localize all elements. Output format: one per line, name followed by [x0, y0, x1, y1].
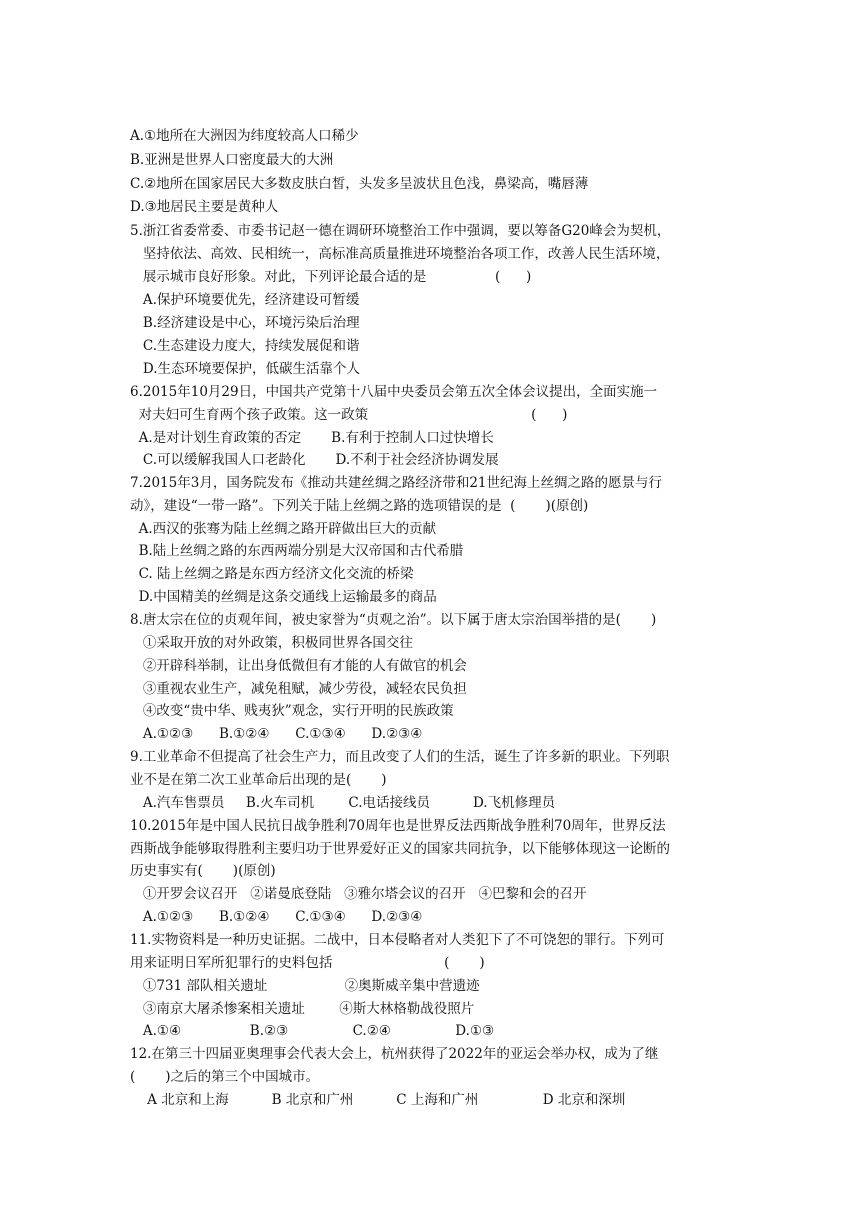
text-line: D.③地居民主要是黄种人: [130, 199, 279, 215]
text-line: 业不是在第二次工业革命后出现的是( ): [130, 772, 387, 788]
text-line: 对夫妇可生育两个孩子政策。这一政策 ( ): [130, 407, 568, 423]
text-line: D.生态环境要保护，低碳生活靠个人: [130, 361, 361, 377]
text-line: 5.浙江省委常委、市委书记赵一德在调研环境整治工作中强调，要以筹备G20峰会为契机，: [130, 223, 671, 239]
text-line: C. 陆上丝绸之路是东西方经济文化交流的桥梁: [130, 566, 414, 582]
text-line: 动》，建设“一带一路”。下列关于陆上丝绸之路的选项错误的是 ( )(原创): [130, 498, 589, 514]
text-line: A.是对计划生育政策的否定 B.有利于控制人口过快增长: [130, 430, 494, 446]
text-line: A.①②③ B.①②④ C.①③④ D.②③④: [130, 909, 423, 925]
text-line: 8.唐太宗在位的贞观年间，被史家誉为“贞观之治”。以下属于唐太宗治国举措的是( ): [130, 612, 657, 628]
text-line: 10.2015年是中国人民抗日战争胜利70周年也是世界反法西斯战争胜利70周年，世界反法: [130, 818, 666, 834]
text-line: A.①②③ B.①②④ C.①③④ D.②③④: [130, 726, 423, 742]
text-line: 用来证明日军所犯罪行的史料包括 ( ): [130, 955, 485, 971]
text-line: ①采取开放的对外政策，积极同世界各国交往: [130, 635, 413, 651]
text-line: B.陆上丝绸之路的东西两端分别是大汉帝国和古代希腊: [130, 543, 464, 559]
text-line: B.亚洲是世界人口密度最大的大洲: [130, 152, 334, 168]
text-line: 展示城市良好形象。对此，下列评论最合适的是 ( ): [130, 269, 532, 285]
text-line: C.②地所在国家居民大多数皮肤白皙，头发多呈波状且色浅，鼻梁高，嘴唇薄: [130, 176, 589, 192]
text-line: 历史事实有( )(原创): [130, 863, 276, 879]
text-line: D.中国精美的丝绸是这条交通线上运输最多的商品: [130, 589, 437, 605]
text-line: 6.2015年10月29日，中国共产党第十八届中央委员会第五次全体会议提出，全面实施一: [130, 384, 658, 400]
text-line: 9.工业革命不但提高了社会生产力，而且改变了人们的生活，诞生了许多新的职业。下列职: [130, 749, 670, 765]
text-line: ①开罗会议召开 ②诺曼底登陆 ③雅尔塔会议的召开 ④巴黎和会的召开: [130, 886, 587, 902]
text-line: ( )之后的第三个中国城市。: [130, 1069, 320, 1085]
text-line: A.西汉的张骞为陆上丝绸之路开辟做出巨大的贡献: [130, 521, 437, 537]
text-line: A.保护环境要优先，经济建设可暂缓: [130, 292, 360, 308]
text-line: A.①地所在大洲因为纬度较高人口稀少: [130, 128, 359, 144]
text-line: ③南京大屠杀惨案相关遗址 ④斯大林格勒战役照片: [130, 1001, 475, 1017]
text-line: 西斯战争能够取得胜利主要归功于世界爱好正义的国家共同抗争，以下能够体现这一论断的: [130, 841, 670, 857]
text-line: ②开辟科举制，让出身低微但有才能的人有做官的机会: [130, 658, 467, 674]
text-line: 7.2015年3月，国务院发布《推动共建丝绸之路经济带和21世纪海上丝绸之路的愿景与行: [130, 475, 663, 491]
text-line: C.生态建设力度大，持续发展促和谐: [130, 338, 360, 354]
text-line: A.①④ B.②③ C.②④ D.①③: [130, 1023, 495, 1039]
text-line: 11.实物资料是一种历史证据。二战中，日本侵略者对人类犯下了不可饶恕的罪行。下列可: [130, 932, 665, 948]
text-line: ③重视农业生产，减免租赋，减少劳役，减轻农民负担: [130, 681, 467, 697]
text-line: ④改变“贵中华、贱夷狄”观念，实行开明的民族政策: [130, 703, 454, 719]
text-line: B.经济建设是中心，环境污染后治理: [130, 315, 360, 331]
text-line: ①731 部队相关遗址 ②奥斯威辛集中营遗迹: [130, 978, 480, 994]
text-line: C.可以缓解我国人口老龄化 D.不利于社会经济协调发展: [130, 452, 499, 468]
text-line: A 北京和上海 B 北京和广州 C 上海和广州 D 北京和深圳: [130, 1092, 626, 1108]
text-line: 坚持依法、高效、民相统一，高标准高质量推进环境整治各项工作，改善人民生活环境，: [130, 246, 670, 262]
text-line: A.汽车售票员 B.火车司机 C.电话接线员 D.飞机修理员: [130, 795, 556, 811]
text-line: 12.在第三十四届亚奥理事会代表大会上，杭州获得了2022年的亚运会举办权，成为了继: [130, 1046, 659, 1062]
